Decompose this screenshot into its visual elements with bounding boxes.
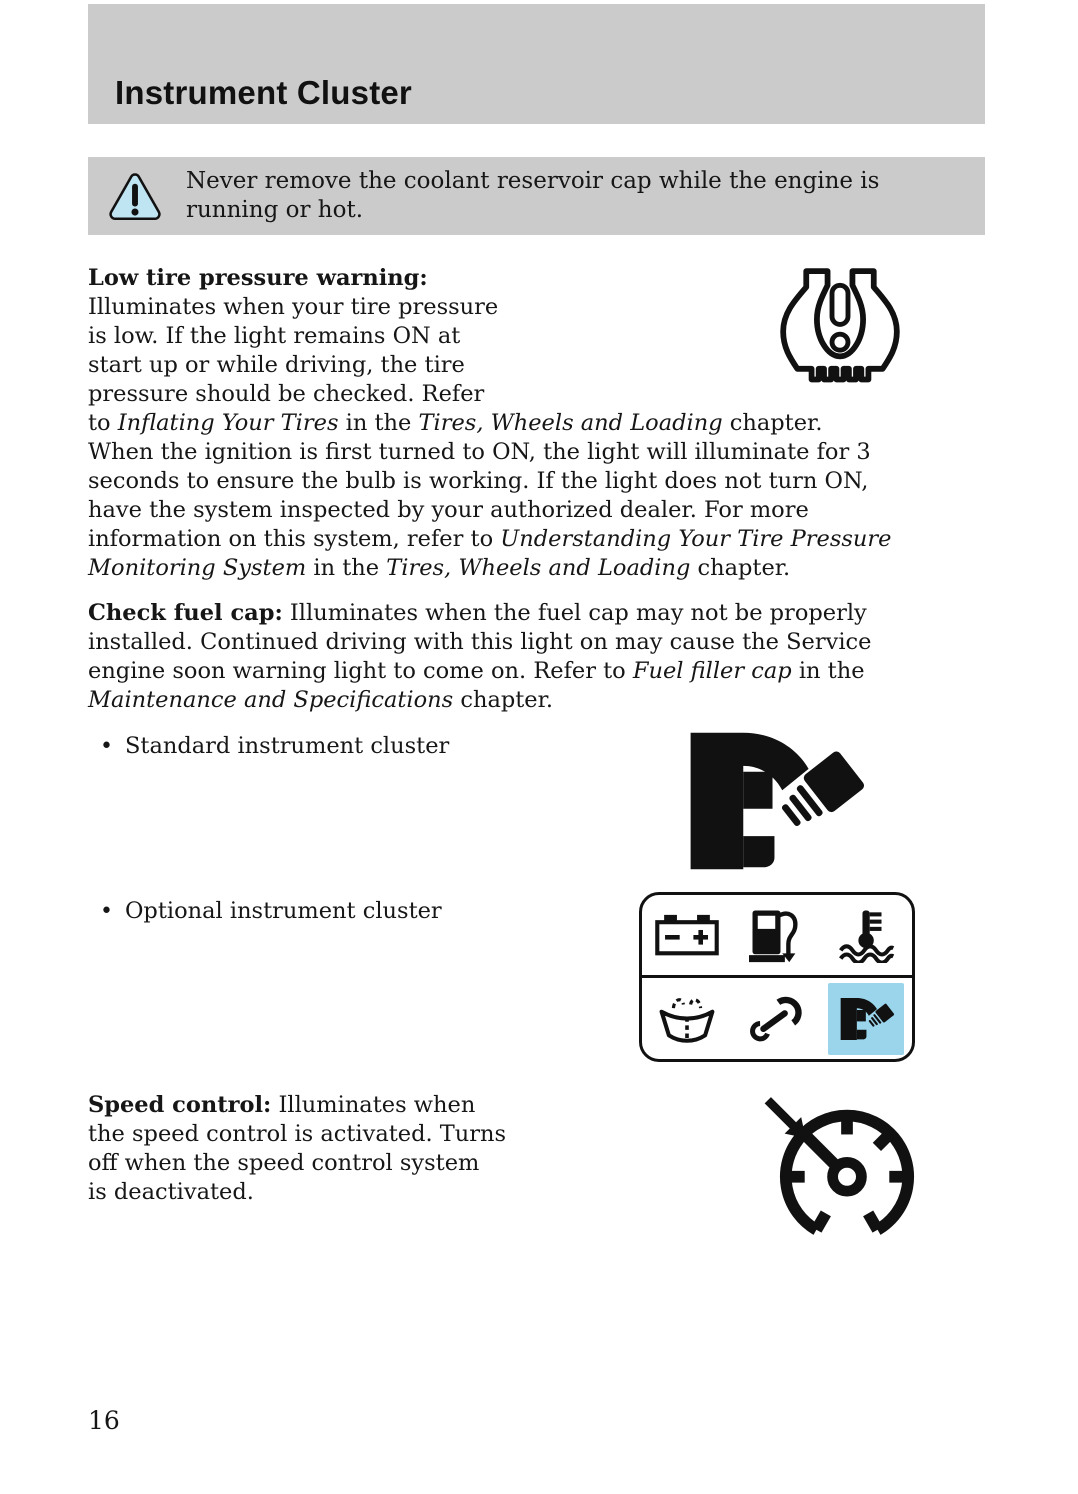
warning-text: Never remove the coolant reservoir cap while the engine is running or hot. <box>186 168 880 223</box>
optional-cluster-figure <box>639 892 915 1062</box>
speed-control-text: Speed control: Illuminates when the speed control is activated. Turns off when the speed control system is deactivated. <box>88 1092 507 1205</box>
wrench-icon <box>748 993 806 1045</box>
page-number: 16 <box>88 1406 120 1435</box>
speed-control-paragraph <box>88 1091 985 1243</box>
check-fuel-cap-small-icon <box>835 995 897 1043</box>
fuel-cap-highlight <box>828 983 904 1055</box>
fuel-pump-icon <box>749 904 805 966</box>
page-content <box>88 0 985 1243</box>
check-fuel-cap-paragraph: Check fuel cap: Illuminates when the fuel cap may not be properly installed. Continued driving with this light on may cause the Service engine soon warning light to come on. Refer to Fuel filler cap in the Maintenance and Specifications chapter. <box>88 600 872 713</box>
washer-fluid-icon <box>658 991 716 1047</box>
cluster-cell-coolant <box>822 895 912 975</box>
cluster-cell-wrench <box>732 978 822 1059</box>
warning-callout <box>88 157 985 235</box>
cluster-cell-battery <box>642 895 732 975</box>
optional-cluster-row <box>88 892 985 1062</box>
bullet-marker: • <box>100 734 113 759</box>
cluster-cell-washer <box>642 978 732 1059</box>
cluster-top-row <box>642 895 912 975</box>
warning-triangle-icon <box>108 171 162 221</box>
check-fuel-cap-figure <box>673 723 873 879</box>
bullet-optional-cluster-label: Optional instrument cluster <box>124 898 442 924</box>
cluster-cell-fuel <box>732 895 822 975</box>
standard-cluster-row <box>88 723 985 879</box>
bullet-optional-cluster <box>88 892 639 926</box>
check-fuel-cap-icon <box>673 723 873 879</box>
engine-coolant-temp-icon <box>838 907 896 963</box>
bullet-standard-cluster-label: Standard instrument cluster <box>124 733 450 759</box>
bullet-marker: • <box>100 899 113 924</box>
bullet-standard-cluster <box>88 723 673 761</box>
page-title: Instrument Cluster <box>115 74 412 111</box>
tpms-figure <box>565 264 985 404</box>
speed-control-icon <box>757 1091 937 1249</box>
tire-pressure-paragraph <box>88 264 985 583</box>
cluster-bottom-row <box>642 975 912 1059</box>
tire-pressure-text: Low tire pressure warning: Illuminates when your tire pressure is low. If the light remains ON at start up or while driving, the tire pressure should be checked. Refer to Inflating Your Tires in the Tires, Wheels and Loading chapter. When the ignition is first turned to ON, the light will illuminate for 3 seconds to ensure the bulb is working. If the light does not turn ON, have the system inspected by your authorized dealer. For more information on this system, refer to Understanding Your Tire Pressure Monitoring System in the Tires, Wheels and Loading chapter. <box>88 265 892 581</box>
cluster-cell-fuelcap <box>822 978 912 1059</box>
arrow-pointer <box>765 1097 806 1138</box>
speed-control-figure <box>538 1091 985 1243</box>
battery-icon <box>655 913 719 957</box>
section-header-band <box>88 4 985 124</box>
low-tire-pressure-icon <box>755 264 925 399</box>
